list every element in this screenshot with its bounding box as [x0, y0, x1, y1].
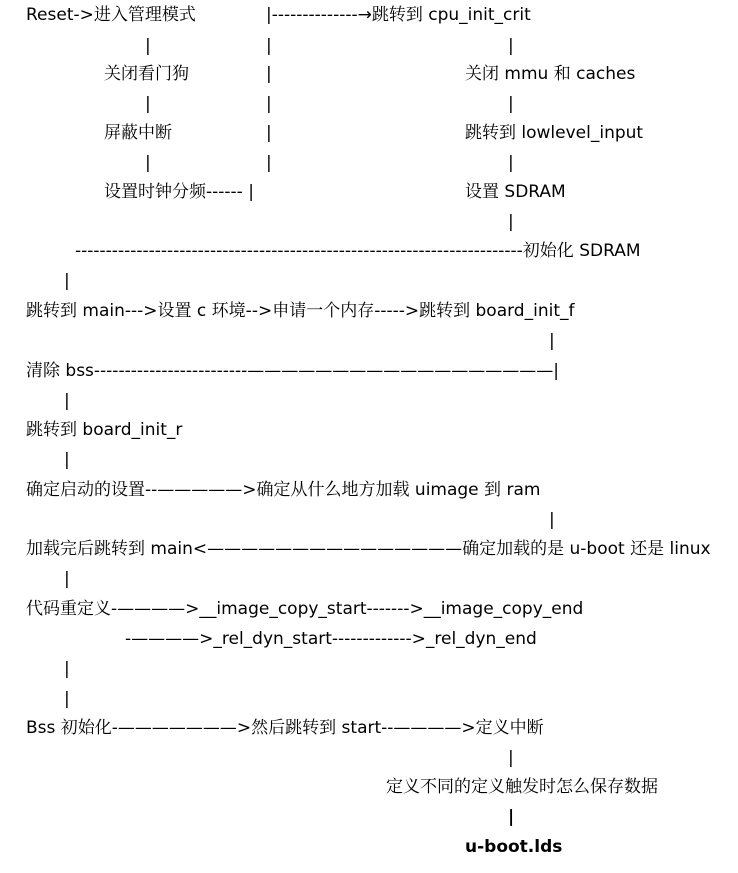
- mmu-caches-node: 关闭 mmu 和 caches: [465, 64, 636, 84]
- connector-left-2: |: [145, 94, 151, 114]
- connector-left-9: |: [64, 689, 70, 709]
- boot-setting-line: 确定启动的设置--—————>确定从什么地方加载 uimage 到 ram: [26, 480, 541, 500]
- uboot-lds-node: u-boot.lds: [465, 837, 563, 857]
- connector-board-init-f: |: [549, 331, 555, 351]
- connector-left-3: |: [145, 153, 151, 173]
- connector-mid-4: |: [266, 123, 272, 143]
- connector-right-2: |: [508, 94, 514, 114]
- code-relocate-line: 代码重定义-————>__image_copy_start------->__image_copy_end: [26, 599, 584, 619]
- reset-node: Reset->进入管理模式: [26, 5, 196, 25]
- sdram-setup-node: 设置 SDRAM: [465, 182, 566, 202]
- connector-right-3: |: [508, 153, 514, 173]
- watchdog-node: 关闭看门狗: [104, 64, 189, 84]
- connector-interrupt: |: [508, 748, 514, 768]
- rel-dyn-line: -————>_rel_dyn_start------------->_rel_dyn_end: [125, 629, 537, 649]
- init-sdram-line: -------------------------------------------------------------------------初始化 SDRAM: [75, 241, 641, 261]
- connector-mid-2: |: [266, 64, 272, 84]
- connector-uimage: |: [549, 510, 555, 530]
- load-complete-line: 加载完后跳转到 main<———————————————确定加载的是 u-boot 还是 linux: [26, 539, 711, 559]
- connector-right-4: |: [508, 212, 514, 232]
- connector-mid-5: |: [266, 153, 272, 173]
- bss-init-line: Bss 初始化-———————>然后跳转到 start--————>定义中断: [26, 718, 544, 738]
- connector-left-5: |: [64, 391, 70, 411]
- lowlevel-input-node: 跳转到 lowlevel_input: [465, 123, 644, 143]
- connector-left-8: |: [64, 659, 70, 679]
- exception-save-node: 定义不同的定义触发时怎么保存数据: [386, 777, 658, 797]
- board-init-r-node: 跳转到 board_init_r: [26, 420, 183, 440]
- connector-left-1: |: [145, 36, 151, 56]
- connector-left-7: |: [64, 569, 70, 589]
- clock-divider-node: 设置时钟分频------ |: [104, 182, 254, 202]
- connector-lds: |: [508, 807, 515, 827]
- connector-mid-3: |: [266, 94, 272, 114]
- main-setup-line: 跳转到 main--->设置 c 环境-->申请一个内存----->跳转到 board_init_f: [26, 301, 575, 321]
- cpu-init-crit-branch: |--------------→跳转到 cpu_init_crit: [266, 5, 531, 25]
- mask-interrupt-node: 屏蔽中断: [104, 123, 172, 143]
- connector-right-1: |: [508, 36, 514, 56]
- connector-left-6: |: [64, 450, 70, 470]
- connector-mid-1: |: [266, 36, 272, 56]
- clear-bss-line: 清除 bss-------------------------——————————————————|: [26, 361, 559, 381]
- connector-left-4: |: [64, 271, 70, 291]
